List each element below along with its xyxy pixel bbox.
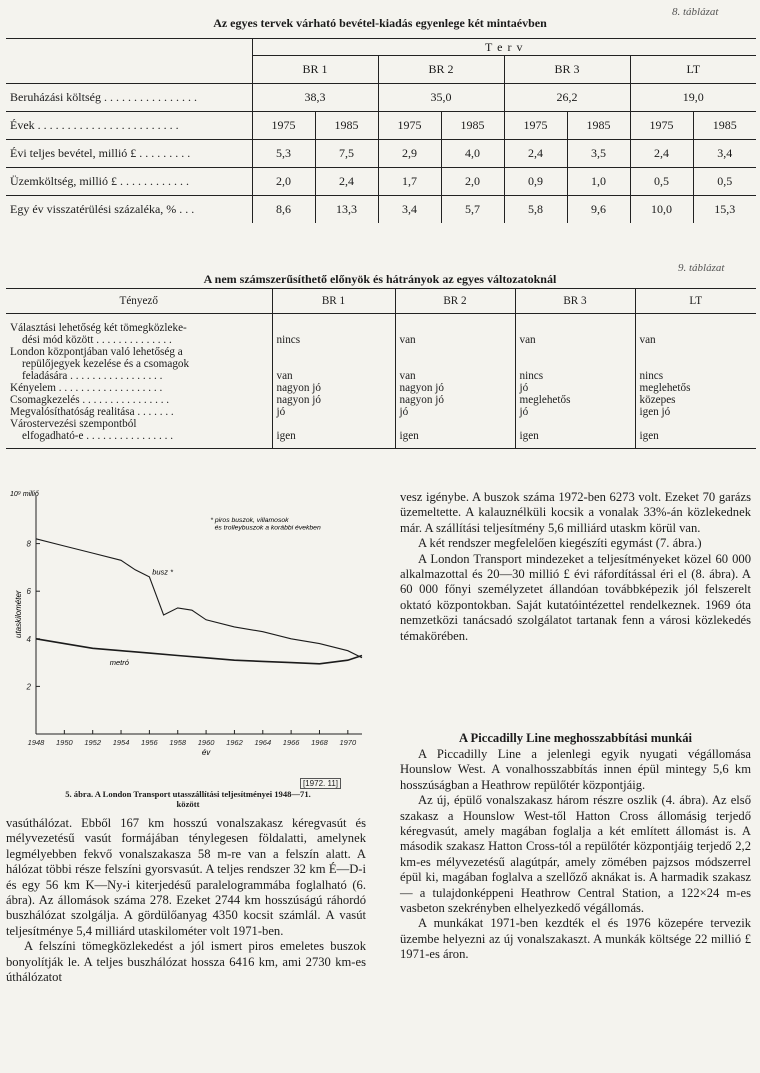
row-label-investment: Beruházási költség . . . . . . . . . . . . . . . .	[6, 84, 252, 112]
figure-5-chart	[4, 488, 370, 778]
paragraph: vesz igénybe. A buszok száma 1972-ben 6273 volt. Ezeket 70 garázs üzemeltette. A kalauznélküli kocsik a vonalak 33%-án közlekednek már. A szállítási teljesítmény 5,6 milliárd utaskm körül van.	[400, 490, 751, 535]
paragraph: A felszíni tömegközlekedést a jól ismert piros emeletes buszok bonyolítják le. A teljes buszhálózat hossza 6416 km, ami 2730 km-es úthálózatot	[6, 939, 366, 985]
y-tick-label: 2	[26, 682, 31, 692]
table-cell: 8,6	[252, 196, 315, 224]
table-cell: van	[395, 346, 515, 382]
y-tick-label: 4	[26, 634, 31, 644]
row-label: Kényelem . . . . . . . . . . . . . . . . . . .	[10, 382, 163, 394]
table-row	[6, 112, 756, 140]
chart-labels	[10, 491, 321, 757]
table-cell: 19,0	[630, 84, 756, 112]
paragraph: vasúthálózat. Ebből 167 km hosszú vonalszakasz kéregvasút és mélyvezetésű vasút formájában ténylegesen földalatti, amelynek legmélyebben fekvő vonalszakasza 58 m-re van a felszín alatt. A hálózat többi része felszíni gyorsvasút. A teljes rendszer 32 km É—D-i és egy 56 km K—Ny-i kiterjedésű paralelogrammába foglalható (6. ábra). Az állomások száma 278. Ezeket 2744 km hosszúságú ráhordó buszhálózat szolgálja. A gördülőanyag 4350 kocsit számlál. A vasút teljesítménye 5,4 milliárd utaskilométer volt 1971-ben.	[6, 816, 366, 938]
table-cell: 5,7	[441, 196, 504, 224]
table-cell: 3,4	[378, 196, 441, 224]
table-cell: 0,5	[693, 168, 756, 196]
table-cell: 26,2	[504, 84, 630, 112]
unit-label: 10⁹ milliő	[10, 491, 39, 498]
table-cell: nincs	[515, 346, 635, 382]
table-cell: 13,3	[315, 196, 378, 224]
x-axis-label: év	[201, 748, 211, 757]
x-tick-label: 1970	[339, 738, 357, 747]
table9	[6, 288, 756, 449]
x-tick-label: 1960	[197, 738, 215, 747]
table-cell: 10,0	[630, 196, 693, 224]
terv-header: T e r v	[252, 39, 756, 56]
plan-header: BR 3	[504, 56, 630, 84]
row-label: Várostervezési szempontból elfogadható-e . . . . . . . . . . . . . . . .	[6, 418, 272, 449]
column-header: BR 3	[515, 289, 635, 314]
row-label: Megvalósíthatóság realitása . . . . . . .	[10, 406, 174, 418]
table-cell: 5,8	[504, 196, 567, 224]
x-tick-label: 1958	[169, 738, 187, 747]
paragraph: A Piccadilly Line a jelenlegi egyik nyugati végállomása Hounslow West. A vonalhosszabbítás innen épül mintegy 5,6 km hosszúságban a Heathrow repülőtér központjáig.	[400, 747, 751, 792]
table8-number: 8. táblázat	[672, 6, 719, 18]
table-cell: 2,0	[252, 168, 315, 196]
table-cell: 1975	[630, 112, 693, 140]
row-label: Csomagkezelés . . . . . . . . . . . . . . . .	[10, 394, 170, 406]
table-row	[6, 168, 756, 196]
plan-header: BR 2	[378, 56, 504, 84]
table-cell: nincs	[635, 346, 756, 382]
paragraph: A London Transport mindezeket a teljesítményeket közel 60 000 alkalmazottal és 20—30 millió £ évi ráfordítással éri el (8. ábra). A 60 000 főnyi személyzetet állandóan továbbképezik jól felszerelt oktató központokban. Saját kutatóintézettel rendelkeznek. 1969 óta nemzetközi tanácsadó szolgálatot tartanak fenn a városi közlekedés témakörében.	[400, 551, 751, 643]
table-cell: 1985	[567, 112, 630, 140]
column-header: Tényező	[6, 289, 272, 314]
table-cell: 3,4	[693, 140, 756, 168]
paragraph: A munkákat 1971-ben kezdték el és 1976 közepére tervezik üzembe helyezni az új vonalszakaszt. A munkák költsége 22 millió £ 1971-es áron.	[400, 916, 751, 962]
paragraph: Az új, épülő vonalszakasz három részre oszlik (4. ábra). Az első szakasz a Hounslow West-től Hatton Cross állomásig terjedő kéregvasút, amely magában foglalja a két említett állomást is. A második szakasz Hatton Cross-tól a repülőtér központjáig terjedő 2,2 km-es mélyvezetésű alagútpár, amely zömében pajzsos módszerrel épül ki, magában foglalva a szellőző aknákat is. A harmadik szakasz — a tulajdonképpeni Heathrow Central Station, a 122×24 m-es vasbeton szekrényben elhelyezkedő végállomás.	[400, 793, 751, 916]
left-column-text	[6, 816, 366, 985]
table-cell: 35,0	[378, 84, 504, 112]
series-label-metro: metró	[109, 657, 129, 667]
table-cell: 1985	[693, 112, 756, 140]
chart-note-2: és trolleybuszok a korábbi években	[214, 524, 321, 532]
table-cell: 1,7	[378, 168, 441, 196]
table-cell: van	[635, 314, 756, 347]
table-cell: 2,4	[504, 140, 567, 168]
table-cell: jó	[515, 406, 635, 418]
series-label-busz: busz *	[152, 567, 174, 577]
table-cell: meglehetős	[515, 394, 635, 406]
series-line-busz	[36, 539, 362, 658]
table-row	[6, 314, 756, 347]
chart-ticks	[26, 540, 357, 747]
x-tick-label: 1968	[311, 738, 328, 747]
row-label: Egy év visszatérülési százaléka, % . . .	[6, 196, 252, 224]
table-cell: nagyon jó	[272, 382, 395, 394]
table-row	[6, 346, 756, 382]
table-cell: meglehetős	[635, 382, 756, 394]
right-column-text-2	[400, 747, 751, 963]
row-label: Évi teljes bevétel, millió £ . . . . . . . . .	[6, 140, 252, 168]
x-tick-label: 1952	[84, 738, 102, 747]
x-tick-label: 1950	[56, 738, 73, 747]
x-tick-label: 1956	[141, 738, 158, 747]
plan-header: BR 1	[252, 56, 378, 84]
table-cell: 1975	[504, 112, 567, 140]
table-row	[6, 418, 756, 449]
table-cell: van	[272, 346, 395, 382]
x-tick-label: 1948	[27, 738, 45, 747]
table9-body	[6, 314, 756, 449]
table-cell: 2,4	[315, 168, 378, 196]
table-cell: 3,5	[567, 140, 630, 168]
table-cell: 0,9	[504, 168, 567, 196]
column-header: LT	[635, 289, 756, 314]
right-column-text	[400, 490, 751, 644]
table-cell: 2,4	[630, 140, 693, 168]
table-cell: nincs	[272, 314, 395, 347]
row-label: Évek . . . . . . . . . . . . . . . . . . . . . . . .	[6, 112, 252, 140]
column-header: BR 2	[395, 289, 515, 314]
x-tick-label: 1962	[226, 738, 243, 747]
x-tick-label: 1964	[254, 738, 272, 747]
section-heading: A Piccadilly Line meghosszabbítási munkái	[458, 731, 692, 745]
table-row	[6, 394, 756, 406]
table-cell: van	[395, 314, 515, 347]
table8	[6, 38, 756, 223]
figure-ref: [1972. 11]	[300, 778, 341, 789]
table-cell: van	[515, 314, 635, 347]
row-label: Választási lehetőség két tömegközleke- dési mód között . . . . . . . . . . . . . .	[10, 322, 187, 346]
table-cell: 1975	[378, 112, 441, 140]
table-cell: jó	[395, 406, 515, 418]
x-tick-label: 1966	[282, 738, 300, 747]
table-cell: 4,0	[441, 140, 504, 168]
table-cell: 2,9	[378, 140, 441, 168]
table-cell: igen	[635, 418, 756, 449]
plan-header: LT	[630, 56, 756, 84]
chart-series	[36, 539, 362, 664]
table-cell: 38,3	[252, 84, 378, 112]
table8-caption: Az egyes tervek várható bevétel-kiadás egyenlege két mintaévben	[213, 16, 547, 30]
table-row	[6, 382, 756, 394]
y-axis-label: utaskilométer	[14, 590, 23, 638]
y-tick-label: 6	[26, 587, 31, 597]
table-cell: 1975	[252, 112, 315, 140]
table-row	[6, 406, 756, 418]
table9-number: 9. táblázat	[678, 262, 725, 274]
table-row	[6, 140, 756, 168]
chart-note: * piros buszok, villamosok	[210, 517, 289, 525]
column-header: BR 1	[272, 289, 395, 314]
table-cell: igen jó	[635, 406, 756, 418]
table-cell: igen	[515, 418, 635, 449]
table-cell: 0,5	[630, 168, 693, 196]
table-cell: igen	[272, 418, 395, 449]
row-label: Üzemköltség, millió £ . . . . . . . . . . . .	[6, 168, 252, 196]
table-cell: nagyon jó	[395, 394, 515, 406]
row-label: London központjában való lehetőség a repülőjegyek kezelése és a csomagok feladására . . . . . . . . . . . . . . . . .	[10, 346, 190, 382]
x-tick-label: 1954	[112, 738, 130, 747]
table9-caption: A nem számszerűsíthető előnyök és hátrányok az egyes változatoknál	[203, 272, 557, 286]
table-cell: 2,0	[441, 168, 504, 196]
table-cell: jó	[272, 406, 395, 418]
table-cell: 15,3	[693, 196, 756, 224]
table-cell: igen	[395, 418, 515, 449]
table-cell: 9,6	[567, 196, 630, 224]
table-cell: 7,5	[315, 140, 378, 168]
paragraph: A két rendszer megfelelően kiegészíti egymást (7. ábra.)	[418, 536, 702, 551]
y-tick-label: 8	[26, 539, 31, 549]
table-cell: nagyon jó	[395, 382, 515, 394]
table-cell: nagyon jó	[272, 394, 395, 406]
table-cell: közepes	[635, 394, 756, 406]
table-cell: 1985	[441, 112, 504, 140]
table-cell: 5,3	[252, 140, 315, 168]
figure-5-caption: 5. ábra. A London Transport utasszállítási teljesítményei 1948—71. között	[65, 789, 311, 809]
table-cell: 1,0	[567, 168, 630, 196]
table-row	[6, 196, 756, 224]
table-cell: jó	[515, 382, 635, 394]
table-cell: 1985	[315, 112, 378, 140]
